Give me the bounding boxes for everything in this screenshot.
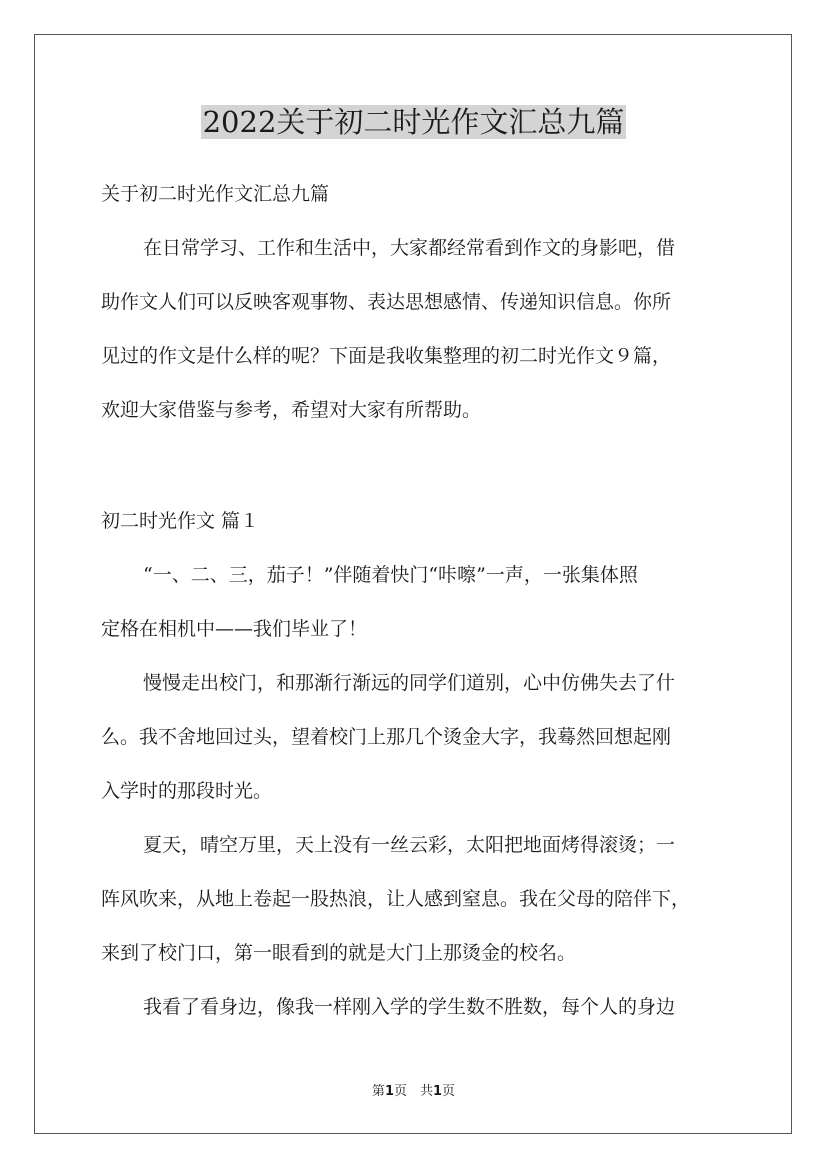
document-subtitle: 关于初二时光作文汇总九篇 [101, 183, 330, 205]
essay-paragraph [101, 669, 741, 831]
paragraph-line: 夏天，晴空万里，天上没有一丝云彩，太阳把地面烤得滚烫；一 [143, 834, 676, 856]
footer-page-suffix: 页 [442, 1084, 456, 1099]
essay-paragraph [101, 831, 741, 993]
intro-paragraph [101, 234, 741, 450]
footer-page-current: 1 [384, 1084, 394, 1099]
intro-line: 见过的作文是什么样的呢？下面是我收集整理的初二时光作文９篇， [101, 345, 672, 367]
document-title [0, 100, 827, 144]
footer-page-mid: 页 共 [393, 1084, 433, 1099]
section-heading: 初二时光作文 篇１ [101, 510, 260, 532]
intro-line: 欢迎大家借鉴与参考，希望对大家有所帮助。 [101, 399, 482, 421]
paragraph-line: 阵风吹来，从地上卷起一股热浪，让人感到窒息。我在父母的陪伴下， [101, 888, 691, 910]
essay-paragraph [101, 993, 741, 1047]
intro-line: 在日常学习、工作和生活中，大家都经常看到作文的身影吧，借 [143, 237, 676, 259]
paragraph-line: 来到了校门口，第一眼看到的就是大门上那烫金的校名。 [101, 942, 577, 964]
paragraph-line: 我看了看身边，像我一样刚入学的学生数不胜数，每个人的身边 [143, 996, 676, 1018]
document-title-text: 2022关于初二时光作文汇总九篇 [202, 105, 625, 139]
essay-paragraph [101, 561, 741, 669]
footer-page-total: 1 [433, 1084, 443, 1099]
paragraph-line: 慢慢走出校门，和那渐行渐远的同学们道别，心中仿佛失去了什 [143, 672, 676, 694]
page-footer [0, 1083, 827, 1101]
paragraph-line: “一、二、三，茄子！”伴随着快门“咔嚓”一声，一张集体照 [143, 564, 638, 586]
intro-line: 助作文人们可以反映客观事物、表达思想感情、传递知识信息。你所 [101, 291, 672, 313]
paragraph-line: 么。我不舍地回过头，望着校门上那几个烫金大字，我蓦然回想起刚 [101, 726, 672, 748]
paragraph-line: 定格在相机中——我们毕业了！ [101, 618, 368, 640]
paragraph-line: 入学时的那段时光。 [101, 780, 273, 802]
footer-page-prefix: 第 [371, 1084, 385, 1099]
